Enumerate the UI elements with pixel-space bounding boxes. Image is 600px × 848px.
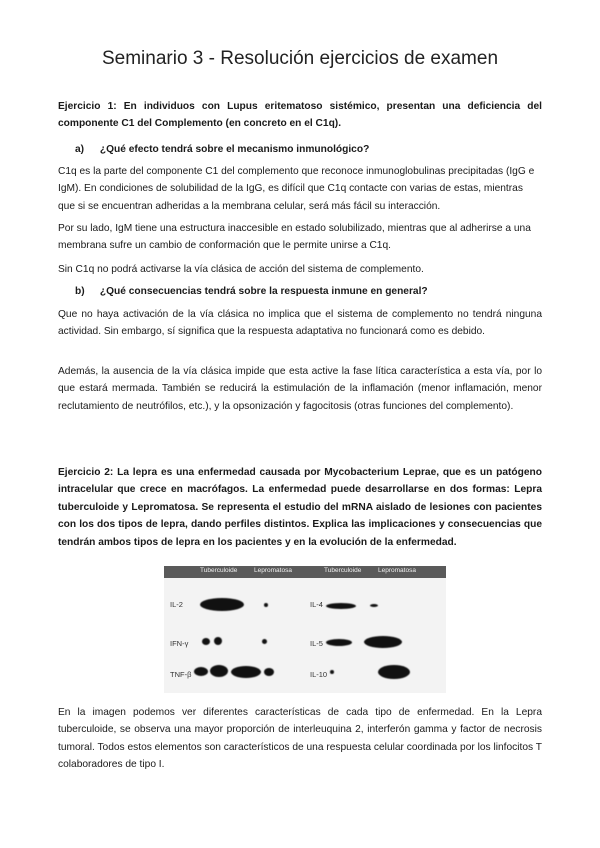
band-il2-tuberculoide [200,598,244,611]
blot-label-il5: IL-5 [310,639,323,648]
question-b-text: ¿Qué consecuencias tendrá sobre la respuesta inmune en general? [99,286,428,297]
band-il10-lepromatosa [378,665,410,679]
band-il5-lepromatosa [364,636,402,648]
band-ifn-tuberculoide-a [202,638,210,645]
exercise-2-text: La lepra es una enfermedad causada por Mycobacterium Leprae, que es un patógeno intracelular que crece en macrófagos. La enfermedad puede desarrollarse en dos formas: Lepra tuberculoide y Lepromatosa. Se representa el estudio del mRNA aislado de lesiones con pacientes con los dos tipos de lepra, dando perfiles distintos. Explica las implicaciones y consecuencias que tendrán ambos tipos de lepra en los pacientes y en la evolución de la enfermedad. [58,467,542,548]
answer-b-paragraph-1: Que no haya activación de la vía clásica no implica que el sistema de complemento no tendrá ninguna actividad. Sin embargo, sí significa que la respuesta adaptativa no funcionará como es debido. [58,309,542,338]
blot-header [164,566,446,578]
answer-a-paragraph-3: Sin C1q no podrá activarse la vía clásica de acción del sistema de complemento. [58,264,424,275]
band-tnf-lepromatosa-b [264,668,274,676]
blot-label-il4: IL-4 [310,600,323,609]
band-tnf-tuberculoide-a [194,667,208,676]
exercise-1-label: Ejercicio 1: [58,101,117,112]
question-a-text: ¿Qué efecto tendrá sobre el mecanismo inmunológico? [99,144,370,155]
answer-a-paragraph-1: C1q es la parte del componente C1 del complemento que reconoce inmunoglobulinas precipitadas (IgG e IgM). En condiciones de solubilidad de la IgG, es difícil que C1q contacte con varias de estas, mientras que si se encuentran adheridas a la membrana celular, será más fácil su interacción. [58,166,535,212]
band-tnf-tuberculoide-b [210,665,228,677]
band-ifn-lepromatosa [262,639,267,644]
band-il4-tuberculoide [326,603,356,609]
blot-col-tuberculoide-right: Tuberculoide [324,567,362,574]
band-tnf-lepromatosa [231,666,261,678]
blot-label-ifn-gamma: IFN-γ [170,639,189,648]
band-il2-lepromatosa [264,603,268,607]
blot-col-lepromatosa-left: Lepromatosa [254,567,292,574]
question-b-label: b) [75,286,85,297]
exercise-1-text: En individuos con Lupus eritematoso sistémico, presentan una deficiencia del componente C1 del Complemento (en concreto en el C1q). [58,101,542,130]
blot-col-tuberculoide-left: Tuberculoide [200,567,238,574]
question-a-label: a) [75,144,85,155]
exercise-1-statement [58,98,542,133]
band-il5-tuberculoide [326,639,352,646]
question-b [75,283,545,300]
exercise-2-statement [58,464,542,551]
page-title: Seminario 3 - Resolución ejercicios de examen [101,48,499,69]
band-il10-tuberculoide [330,670,334,674]
blot-label-il2: IL-2 [170,600,183,609]
exercise-2-answer-paragraph-1: En la imagen podemos ver diferentes características de cada tipo de enfermedad. En la Lepra tuberculoide, se observa una mayor proporción de interleuquina 2, interferón gamma y factor de necrosis tumoral. Todos estos elementos son característicos de una respuesta celular coordinada por los linfocitos T colaboradores de tipo I. [58,707,542,771]
blot-col-lepromatosa-right: Lepromatosa [378,567,416,574]
answer-b-paragraph-2: Además, la ausencia de la vía clásica impide que esta active la fase lítica característica a esta vía, por lo que estará mermada. También se reducirá la estimulación de la inflamación (menor inflamación, menor reclutamiento de neutrófilos, etc.), y la opsonización y fagocitosis (otras funciones del complemento). [58,366,542,412]
answer-a-paragraph-2: Por su lado, IgM tiene una estructura inaccesible en estado solubilizado, mientras que al adherirse a una membrana sufre un cambio de conformación que le permite unirse a C1q. [58,223,531,252]
mrna-blot-figure [164,566,446,693]
band-ifn-tuberculoide-b [214,637,222,645]
blot-label-tnf-beta: TNF-β [170,670,192,679]
band-il4-lepromatosa [370,604,378,607]
blot-label-il10: IL-10 [310,670,328,679]
exercise-2-label: Ejercicio 2: [58,467,114,478]
question-a [75,141,545,158]
